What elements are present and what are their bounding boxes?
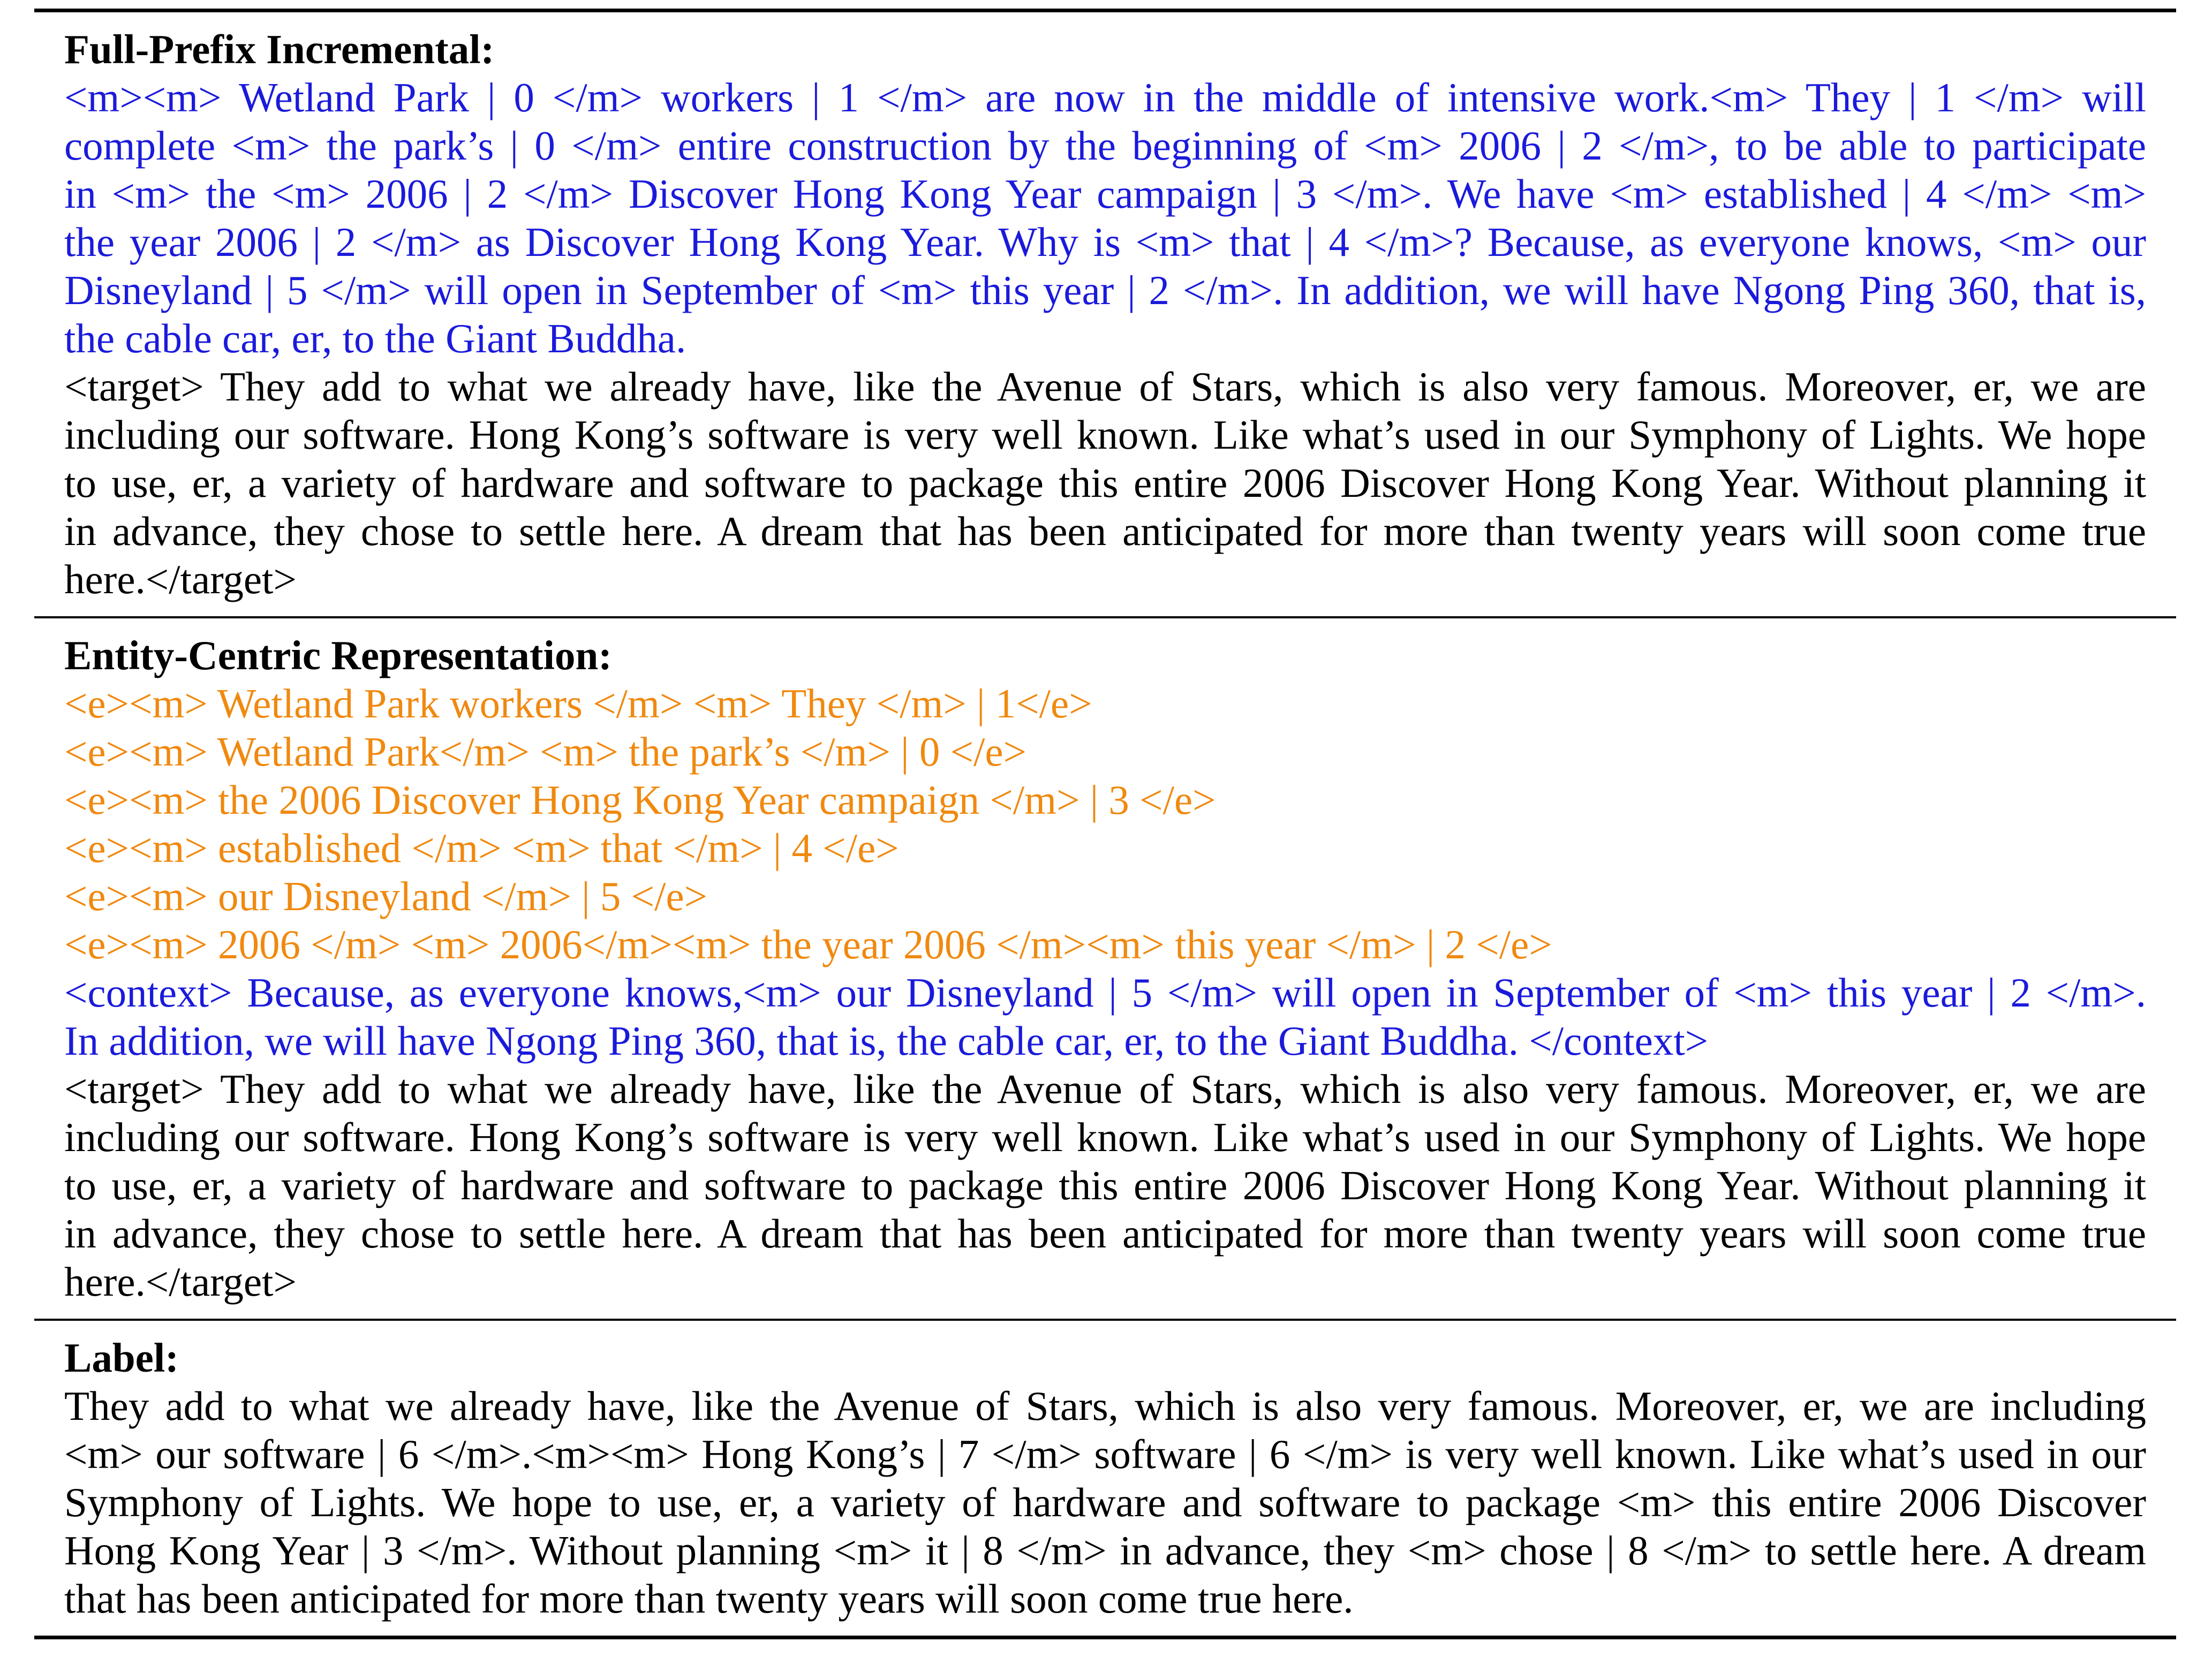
full-prefix-section: [34, 12, 2176, 616]
entity-list: [64, 679, 2146, 969]
text-line: to use, er, a variety of hardware and software to package this entire 2006 Discover Hong Kong Year. Without planning it: [64, 1162, 2146, 1208]
text-line: <target> They add to what we already have, like the Avenue of Stars, which is also very famous. Moreover, er, we are: [64, 364, 2146, 410]
top-rule: [34, 9, 2176, 12]
text-line: <m><m> Wetland Park | 0 </m> workers | 1 </m> are now in the middle of intensive work.<m> They | 1 </m> will: [64, 74, 2146, 120]
entity-line: <e><m> the 2006 Discover Hong Kong Year campaign </m> | 3 </e>: [64, 777, 1216, 823]
text-line: here.</target>: [64, 1259, 297, 1305]
entity-line: <e><m> established </m> <m> that </m> | 4 </e>: [64, 825, 899, 871]
text-line: Symphony of Lights. We hope to use, er, a variety of hardware and software to package <m> this entire 2006 Discover: [64, 1479, 2146, 1525]
text-line: They add to what we already have, like the Avenue of Stars, which is also very famous. Moreover, er, we are including: [64, 1383, 2146, 1429]
entity-centric-context: [64, 969, 2146, 1065]
text-line: <context> Because, as everyone knows,<m> our Disneyland | 5 </m> will open in September of <m> this year | 2 </m>.: [64, 970, 2146, 1016]
label-heading: Label:: [64, 1335, 179, 1381]
text-line: the year 2006 | 2 </m> as Discover Hong Kong Year. Why is <m> that | 4 </m>? Because, as everyone knows, <m> our: [64, 219, 2146, 265]
entity-line: <e><m> Wetland Park workers </m> <m> They </m> | 1</e>: [64, 680, 1092, 727]
text-line: In addition, we will have Ngong Ping 360, that is, the cable car, er, to the Giant Buddha. </context>: [64, 1018, 1709, 1064]
text-line: to use, er, a variety of hardware and software to package this entire 2006 Discover Hong Kong Year. Without planning it: [64, 460, 2146, 506]
figure-table: [34, 9, 2176, 1639]
text-line: that has been anticipated for more than twenty years will soon come true here.: [64, 1576, 1354, 1622]
label-section: [34, 1321, 2176, 1636]
entity-line: <e><m> our Disneyland </m> | 5 </e>: [64, 873, 708, 919]
bottom-rule: [34, 1636, 2176, 1639]
entity-line: <e><m> 2006 </m> <m> 2006</m><m> the year 2006 </m><m> this year </m> | 2 </e>: [64, 921, 1552, 967]
text-line: Disneyland | 5 </m> will open in September of <m> this year | 2 </m>. In addition, we will have Ngong Ping 360, that is,: [64, 267, 2146, 313]
text-line: including our software. Hong Kong’s software is very well known. Like what’s used in our Symphony of Lights. We hope: [64, 412, 2146, 458]
full-prefix-target: [64, 362, 2146, 603]
text-line: <target> They add to what we already have, like the Avenue of Stars, which is also very famous. Moreover, er, we are: [64, 1066, 2146, 1112]
entity-centric-heading: Entity-Centric Representation:: [64, 632, 612, 678]
full-prefix-context: [64, 73, 2146, 362]
full-prefix-heading: Full-Prefix Incremental:: [64, 26, 495, 72]
text-line: here.</target>: [64, 556, 297, 602]
text-line: complete <m> the park’s | 0 </m> entire construction by the beginning of <m> 2006 | 2 </m>, to be able to participate: [64, 123, 2146, 169]
entity-centric-section: [34, 618, 2176, 1319]
text-line: in advance, they chose to settle here. A dream that has been anticipated for more than twenty years will soon come true: [64, 1211, 2146, 1257]
text-line: the cable car, er, to the Giant Buddha.: [64, 315, 686, 361]
text-line: including our software. Hong Kong’s software is very well known. Like what’s used in our Symphony of Lights. We hope: [64, 1114, 2146, 1160]
label-text: [64, 1382, 2146, 1623]
text-line: in <m> the <m> 2006 | 2 </m> Discover Hong Kong Year campaign | 3 </m>. We have <m> established | 4 </m> <m>: [64, 171, 2146, 217]
entity-line: <e><m> Wetland Park</m> <m> the park’s </m> | 0 </e>: [64, 729, 1027, 775]
entity-centric-target: [64, 1065, 2146, 1306]
text-line: <m> our software | 6 </m>.<m><m> Hong Kong’s | 7 </m> software | 6 </m> is very well known. Like what’s used in our: [64, 1431, 2146, 1477]
text-line: Hong Kong Year | 3 </m>. Without planning <m> it | 8 </m> in advance, they <m> chose | 8 </m> to settle here. A dream: [64, 1527, 2146, 1573]
text-line: in advance, they chose to settle here. A dream that has been anticipated for more than twenty years will soon come true: [64, 508, 2146, 554]
